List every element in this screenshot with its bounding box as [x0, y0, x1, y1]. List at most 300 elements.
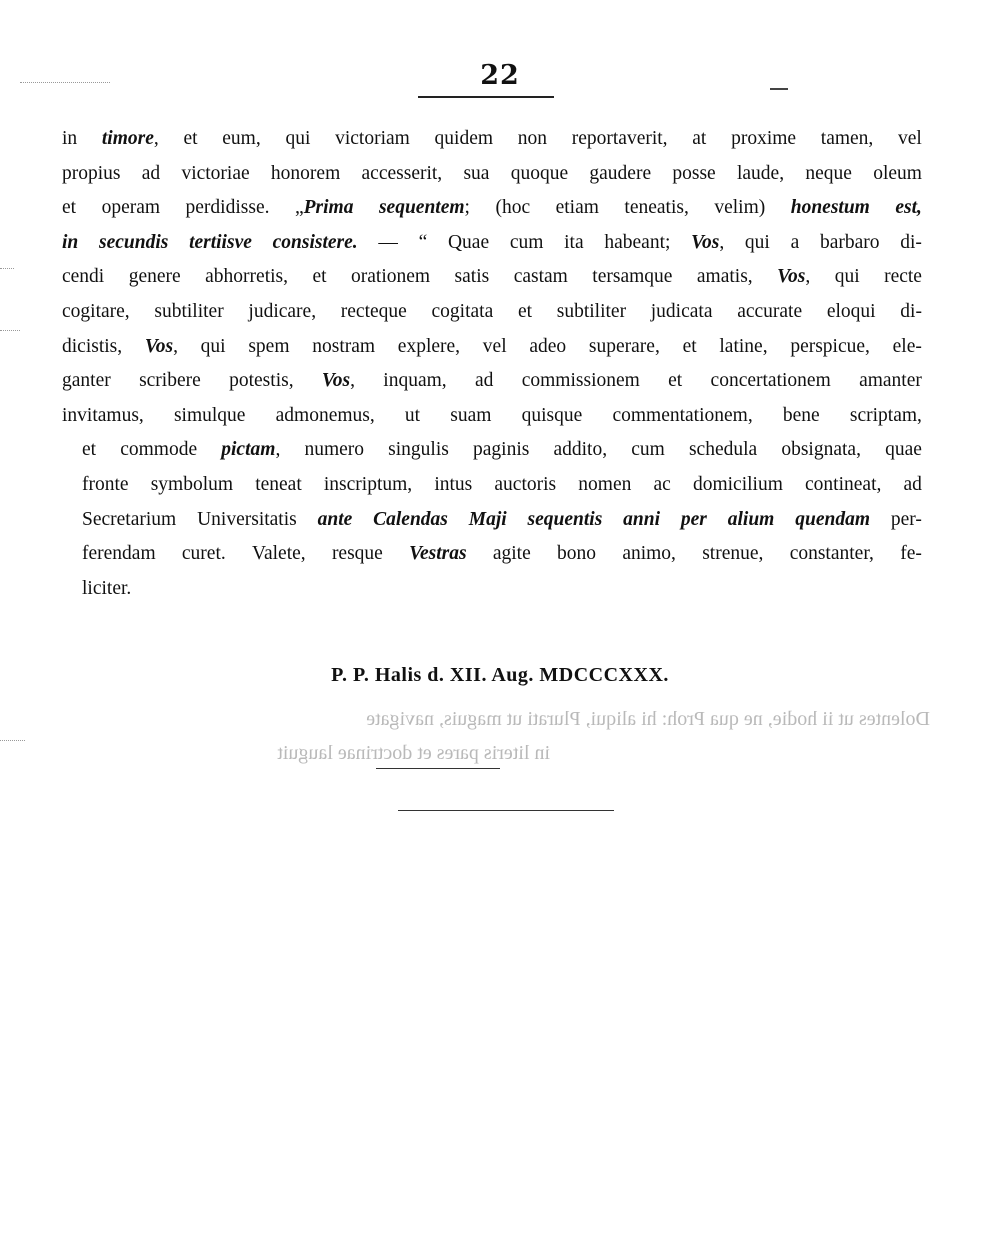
text-line [62, 364, 922, 399]
text-fragment: proxime [731, 128, 797, 149]
bleed-through-rule [398, 810, 614, 811]
text-fragment: domicilium [692, 473, 783, 495]
word [62, 330, 122, 365]
word [873, 157, 922, 192]
italic-text: sequentis [527, 508, 603, 530]
text-fragment: perdidisse. [185, 197, 270, 219]
text-fragment: „ [294, 197, 304, 219]
italic-text: Maji [468, 508, 507, 530]
text-fragment: cum [509, 231, 544, 253]
italic-text: honestum [790, 197, 870, 219]
word [557, 295, 626, 330]
word [221, 433, 280, 468]
word [494, 468, 556, 503]
text-fragment: , [805, 266, 811, 288]
word [120, 433, 197, 468]
word [827, 295, 876, 330]
scan-speck [0, 330, 20, 331]
text-fragment: et [682, 335, 697, 357]
word [102, 122, 159, 157]
text-fragment: cogitata [431, 300, 494, 322]
text-fragment: subtiliter [556, 300, 627, 322]
word [791, 226, 800, 261]
word [654, 468, 671, 503]
text-fragment: sua [463, 162, 490, 184]
text-fragment: strenue, [702, 543, 764, 565]
word [820, 226, 880, 261]
word [898, 122, 922, 157]
word [448, 226, 489, 261]
word [672, 157, 715, 192]
page-number-rule [418, 96, 554, 98]
text-fragment: velim) [714, 197, 766, 219]
text-fragment: , [719, 231, 725, 253]
text-fragment: etiam [555, 197, 599, 219]
word [432, 295, 494, 330]
word [790, 330, 870, 365]
word [205, 260, 288, 295]
word [885, 433, 922, 468]
word [322, 364, 355, 399]
text-fragment: explere, [397, 335, 461, 357]
word [483, 330, 507, 365]
text-line [62, 295, 922, 330]
text-fragment: teneatis, [624, 197, 689, 219]
italic-text: per [680, 508, 707, 530]
text-fragment: , [275, 439, 281, 461]
word [691, 226, 724, 261]
text-fragment: non [517, 128, 548, 149]
text-fragment: laude, [736, 162, 785, 184]
word [589, 157, 651, 192]
word [900, 537, 922, 572]
word [154, 295, 223, 330]
text-line [62, 503, 922, 538]
word [900, 226, 922, 261]
word [62, 260, 104, 295]
text-fragment: numero [304, 439, 365, 461]
text-fragment: accurate [737, 300, 803, 322]
bleed-through-text [75, 702, 930, 770]
bleed-through-rule [376, 768, 500, 769]
text-fragment: bono [557, 543, 597, 565]
text-fragment: teneat [255, 473, 302, 495]
word [693, 468, 783, 503]
italic-text: Calendas [373, 508, 448, 530]
text-fragment: ferendam [82, 543, 156, 565]
body-text [62, 122, 922, 606]
text-fragment: eum, [222, 128, 261, 149]
word [604, 226, 670, 261]
text-fragment: suam [450, 404, 492, 426]
word [900, 295, 922, 330]
word [805, 157, 852, 192]
text-fragment: commentationem, [612, 404, 753, 426]
text-fragment: cendi [62, 266, 105, 288]
text-fragment: a [790, 231, 800, 253]
text-fragment: agite [492, 543, 531, 565]
italic-text: tertiisve [189, 231, 252, 253]
text-fragment: simulque [173, 404, 246, 426]
text-fragment: curet. [181, 543, 226, 565]
word [689, 433, 757, 468]
word [651, 295, 713, 330]
word [631, 433, 665, 468]
text-fragment: constanter, [789, 543, 874, 565]
word [522, 364, 640, 399]
italic-text: anni [623, 508, 661, 530]
text-fragment: et [183, 128, 198, 149]
text-fragment: neque [805, 162, 852, 184]
text-fragment: inscriptum, [323, 473, 413, 495]
word [904, 468, 922, 503]
text-fragment: et [517, 300, 533, 322]
text-fragment: propius [62, 162, 121, 184]
word [702, 537, 763, 572]
italic-text: Vos [691, 231, 720, 253]
word [351, 260, 430, 295]
text-fragment: ad [141, 162, 161, 184]
text-fragment: gaudere [589, 162, 652, 184]
text-line [62, 468, 922, 503]
text-fragment: scriptam, [849, 404, 922, 426]
italic-text: pictam [221, 439, 276, 461]
text-line [62, 433, 922, 468]
word [341, 295, 407, 330]
word [174, 399, 246, 434]
text-line [62, 191, 922, 226]
word [435, 122, 494, 157]
word [295, 191, 354, 226]
word [378, 226, 398, 261]
word [102, 191, 160, 226]
text-fragment: accesserit, [361, 162, 443, 184]
text-fragment: quisque [521, 404, 583, 426]
text-fragment: habeant; [604, 231, 671, 253]
word [469, 503, 507, 538]
text-fragment: honorem [270, 162, 341, 184]
word [805, 468, 881, 503]
word [522, 399, 583, 434]
text-fragment: ganter [62, 370, 111, 392]
margin-dash-mark [770, 88, 788, 90]
text-fragment: liciter. [82, 577, 132, 599]
italic-text: secundis [98, 231, 169, 253]
text-fragment: contineat, [805, 473, 882, 495]
word [388, 433, 449, 468]
text-fragment: potestis, [229, 370, 294, 392]
text-fragment: victoriam [335, 128, 410, 149]
word [379, 191, 470, 226]
word [511, 157, 568, 192]
word [572, 122, 668, 157]
text-fragment: , [153, 128, 159, 149]
text-fragment: fe- [900, 543, 922, 565]
page-number: 22 [480, 60, 520, 91]
text-fragment: et [62, 197, 77, 219]
word [612, 399, 752, 434]
word [737, 157, 784, 192]
text-fragment: victoriae [181, 162, 250, 184]
word [434, 468, 472, 503]
text-fragment: ac [653, 473, 671, 495]
word [332, 537, 383, 572]
word [139, 364, 201, 399]
text-fragment: judicata [650, 300, 713, 322]
word [373, 503, 448, 538]
word [884, 260, 922, 295]
word [82, 503, 176, 538]
text-fragment: satis [454, 266, 490, 288]
word [475, 364, 493, 399]
scan-speck [0, 740, 25, 741]
word [795, 503, 870, 538]
word [528, 503, 603, 538]
text-fragment: , [173, 335, 178, 357]
text-fragment: Quae [447, 231, 490, 253]
text-fragment: concertationem [710, 370, 831, 392]
word [183, 122, 197, 157]
word [455, 260, 490, 295]
text-fragment: recte [884, 266, 922, 288]
text-fragment: schedula [688, 439, 758, 461]
text-fragment: qui [200, 335, 226, 357]
word [62, 295, 130, 330]
word [197, 503, 297, 538]
word [557, 537, 596, 572]
text-fragment: nostram [312, 335, 376, 357]
text-fragment: , [350, 370, 355, 392]
word [592, 260, 672, 295]
word [697, 260, 753, 295]
word [201, 330, 226, 365]
text-fragment: auctoris [494, 473, 557, 495]
word [622, 537, 676, 572]
text-fragment: invitamus, [62, 404, 144, 426]
text-fragment: resque [331, 543, 383, 565]
text-line [62, 572, 922, 607]
word [510, 226, 544, 261]
text-fragment: vel [898, 128, 922, 149]
word [835, 260, 860, 295]
word [419, 226, 428, 261]
text-fragment: per- [890, 508, 922, 530]
word [62, 364, 111, 399]
word [681, 503, 707, 538]
word [450, 399, 491, 434]
word [398, 330, 460, 365]
italic-text: Vos [321, 370, 351, 392]
word [304, 433, 364, 468]
word [82, 433, 96, 468]
word [821, 122, 874, 157]
word [668, 364, 682, 399]
text-fragment: commissionem [521, 370, 640, 392]
word [271, 157, 340, 192]
italic-text: Prima [303, 197, 354, 219]
italic-text: consistere. [272, 231, 358, 253]
italic-text: in [62, 231, 79, 253]
word [895, 191, 922, 226]
text-fragment: singulis [388, 439, 449, 461]
word [181, 157, 249, 192]
text-fragment: cogitare, [62, 300, 130, 322]
text-fragment: ; [464, 197, 470, 219]
italic-text: Vos [144, 335, 174, 357]
word [335, 122, 410, 157]
word [589, 330, 660, 365]
word [624, 191, 688, 226]
text-fragment: addito, [553, 439, 608, 461]
text-line [62, 260, 922, 295]
text-fragment: (hoc [495, 197, 531, 219]
word [529, 330, 566, 365]
word [189, 226, 252, 261]
text-fragment: — [378, 231, 398, 253]
word [99, 226, 168, 261]
word [737, 295, 802, 330]
text-fragment: dicistis, [62, 335, 123, 357]
text-fragment: di- [900, 300, 922, 322]
word [692, 122, 706, 157]
word [142, 157, 160, 192]
scan-speck [20, 82, 110, 83]
text-fragment: qui [285, 128, 311, 149]
text-fragment: subtiliter [154, 300, 224, 322]
italic-text: timore [101, 128, 154, 149]
word [728, 503, 775, 538]
text-fragment: et [668, 370, 683, 392]
text-line [62, 330, 922, 365]
word [623, 503, 660, 538]
text-fragment: et [82, 439, 97, 461]
word [719, 330, 767, 365]
word [859, 364, 922, 399]
word [405, 399, 420, 434]
text-fragment: latine, [719, 335, 768, 357]
word [893, 330, 922, 365]
text-line [62, 399, 922, 434]
text-fragment: operam [101, 197, 161, 219]
word [273, 226, 358, 261]
word [62, 157, 121, 192]
word [745, 226, 770, 261]
text-fragment: amanter [859, 370, 922, 392]
text-fragment: Valete, [252, 543, 306, 565]
text-fragment: perspicue, [790, 335, 870, 357]
word [312, 260, 326, 295]
word [891, 503, 922, 538]
text-fragment: “ [418, 231, 428, 253]
text-fragment: posse [672, 162, 716, 184]
text-fragment: genere [128, 266, 181, 288]
word [518, 122, 547, 157]
text-fragment: animo, [622, 543, 676, 565]
word [783, 399, 820, 434]
text-fragment: spem [248, 335, 290, 357]
word [790, 537, 874, 572]
text-fragment: nomen [578, 473, 632, 495]
word [82, 537, 156, 572]
word [791, 191, 870, 226]
word [463, 157, 489, 192]
word [781, 433, 861, 468]
dateline: P. P. Halis d. XII. Aug. MDCCCXXX. [331, 664, 669, 686]
text-line [62, 537, 922, 572]
text-fragment: adeo [529, 335, 567, 357]
text-fragment: quae [885, 439, 922, 461]
word [62, 191, 76, 226]
text-fragment: abhorretis, [205, 266, 288, 288]
word [186, 191, 270, 226]
italic-text: sequentem [378, 197, 465, 219]
word [514, 260, 568, 295]
text-fragment: obsignata, [781, 439, 861, 461]
word [222, 122, 260, 157]
text-fragment: qui [834, 266, 860, 288]
text-fragment: bene [782, 404, 820, 426]
word [777, 260, 810, 295]
text-fragment: ad [475, 370, 494, 392]
text-fragment: reportaverit, [571, 128, 668, 149]
text-fragment: tersamque [592, 266, 673, 288]
word [324, 468, 412, 503]
text-fragment: intus [434, 473, 473, 495]
word [62, 399, 144, 434]
word [255, 468, 302, 503]
text-fragment: qui [744, 231, 770, 253]
word [82, 468, 129, 503]
text-fragment: ele- [892, 335, 922, 357]
text-fragment: fronte [82, 473, 129, 495]
italic-text: Vos [777, 266, 806, 288]
word [711, 364, 831, 399]
text-fragment: orationem [351, 266, 431, 288]
scan-speck [0, 268, 14, 269]
text-fragment: Secretarium [82, 508, 177, 530]
word [252, 537, 306, 572]
text-fragment: superare, [588, 335, 660, 357]
text-fragment: inquam, [383, 370, 447, 392]
word [578, 468, 631, 503]
word [276, 399, 375, 434]
text-fragment: admonemus, [275, 404, 375, 426]
italic-text: quendam [795, 508, 870, 530]
word [683, 330, 697, 365]
word [714, 191, 765, 226]
text-fragment: vel [482, 335, 507, 357]
word [229, 364, 293, 399]
word [850, 399, 922, 434]
text-fragment: di- [900, 231, 922, 253]
word [145, 330, 178, 365]
word [62, 226, 78, 261]
word [182, 537, 226, 572]
text-fragment: Universitatis [197, 508, 297, 530]
text-fragment: oleum [873, 162, 922, 184]
text-fragment: judicare, [248, 300, 317, 322]
word [151, 468, 233, 503]
text-fragment: paginis [473, 439, 530, 461]
text-fragment: tamen, [820, 128, 874, 149]
word [556, 191, 599, 226]
word [473, 433, 529, 468]
word [731, 122, 796, 157]
word [518, 295, 532, 330]
text-fragment: recteque [340, 300, 407, 322]
text-fragment: in [62, 128, 78, 149]
word [409, 537, 466, 572]
